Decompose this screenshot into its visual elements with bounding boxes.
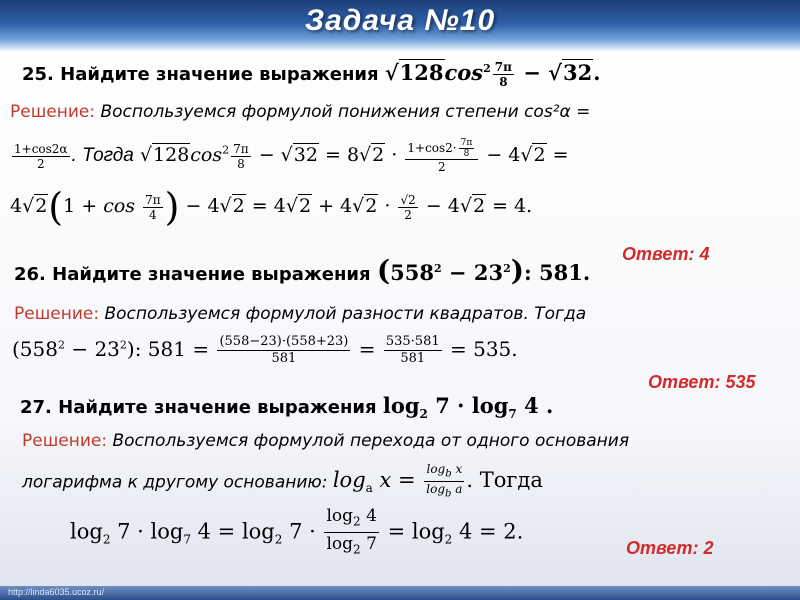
- solution-label: Решение:: [22, 431, 108, 451]
- problem-26-statement: [14, 254, 590, 287]
- problem-27-line-2: $\log_2 7 \cdot \log_7 4 = \log_2 7$ · $\frac{\log_2 4}{\log_2 7}$ = $\log_2 4 = 2$.: [70, 506, 524, 557]
- solution-label: Решение:: [14, 304, 100, 324]
- problem-27-expression: $\log_2 7 \cdot \log_7 4$ .: [382, 393, 554, 422]
- problem-25-line-2: 4√2(1 + cos $\frac{7\pi}{4}$ ) − 4√2 = 4√2 + 4√2 · $\frac{√2}{2}$ − 4√2 = 4.: [10, 185, 533, 229]
- problem-25-text: 25. Найдите значение выражения: [22, 64, 385, 85]
- solution-text: Воспользуемся формулой перехода от одного основания: [107, 431, 630, 451]
- problem-25-statement: [22, 60, 601, 89]
- problem-26-solution-intro: [14, 304, 586, 324]
- problem-25-line-1: $\frac{1+\cos 2\alpha}{2}$ . Тогда $√128\cos^2$ $\frac{7\pi}{8}$ − √32 = 8√2 · 1+cos2· $\frac{7\pi}{8}$ 2 − 4√2 =: [14, 138, 569, 174]
- footer-bar: [0, 586, 800, 600]
- solution-text: Воспользуемся формулой разности квадратов. Тогда: [99, 304, 587, 324]
- solution-label: Решение:: [10, 102, 96, 122]
- header-bar: [0, 0, 800, 52]
- problem-27-statement: [20, 393, 553, 421]
- solution-text: Воспользуемся формулой понижения степени cos²α =: [95, 102, 591, 122]
- problem-26-answer: Ответ: 535: [648, 372, 756, 392]
- footer-url[interactable]: http://linda6035.ucoz.ru/: [8, 587, 105, 597]
- page-title: Задача №10: [304, 4, 496, 37]
- problem-25-expression: $√128\cos^2$ $\frac{7\pi}{8}$ − √32.: [384, 60, 601, 89]
- problem-25-solution-intro: [10, 102, 590, 122]
- problem-27-answer: Ответ: 2: [626, 538, 714, 558]
- problem-26-line-1: $(558^2 - 23^2)$: 581 = $\frac{(558-23)\cdot(558+23)}{581}$ = $\frac{535\cdot 581}{581}$ = 535.: [12, 334, 518, 366]
- problem-27-solution-intro: [22, 431, 629, 451]
- problem-25-answer: Ответ: 4: [622, 244, 710, 264]
- problem-26-expression: $(558^2 - 23^2)$: 581.: [376, 254, 591, 287]
- problem-27-line-1: логарифма к другому основанию: $\log_a x$ = $\frac{\log_b x}{\log_b a}$ . Тогда: [22, 462, 543, 500]
- problem-26-text: 26. Найдите значение выражения: [14, 264, 377, 285]
- problem-27-text: 27. Найдите значение выражения: [20, 397, 383, 418]
